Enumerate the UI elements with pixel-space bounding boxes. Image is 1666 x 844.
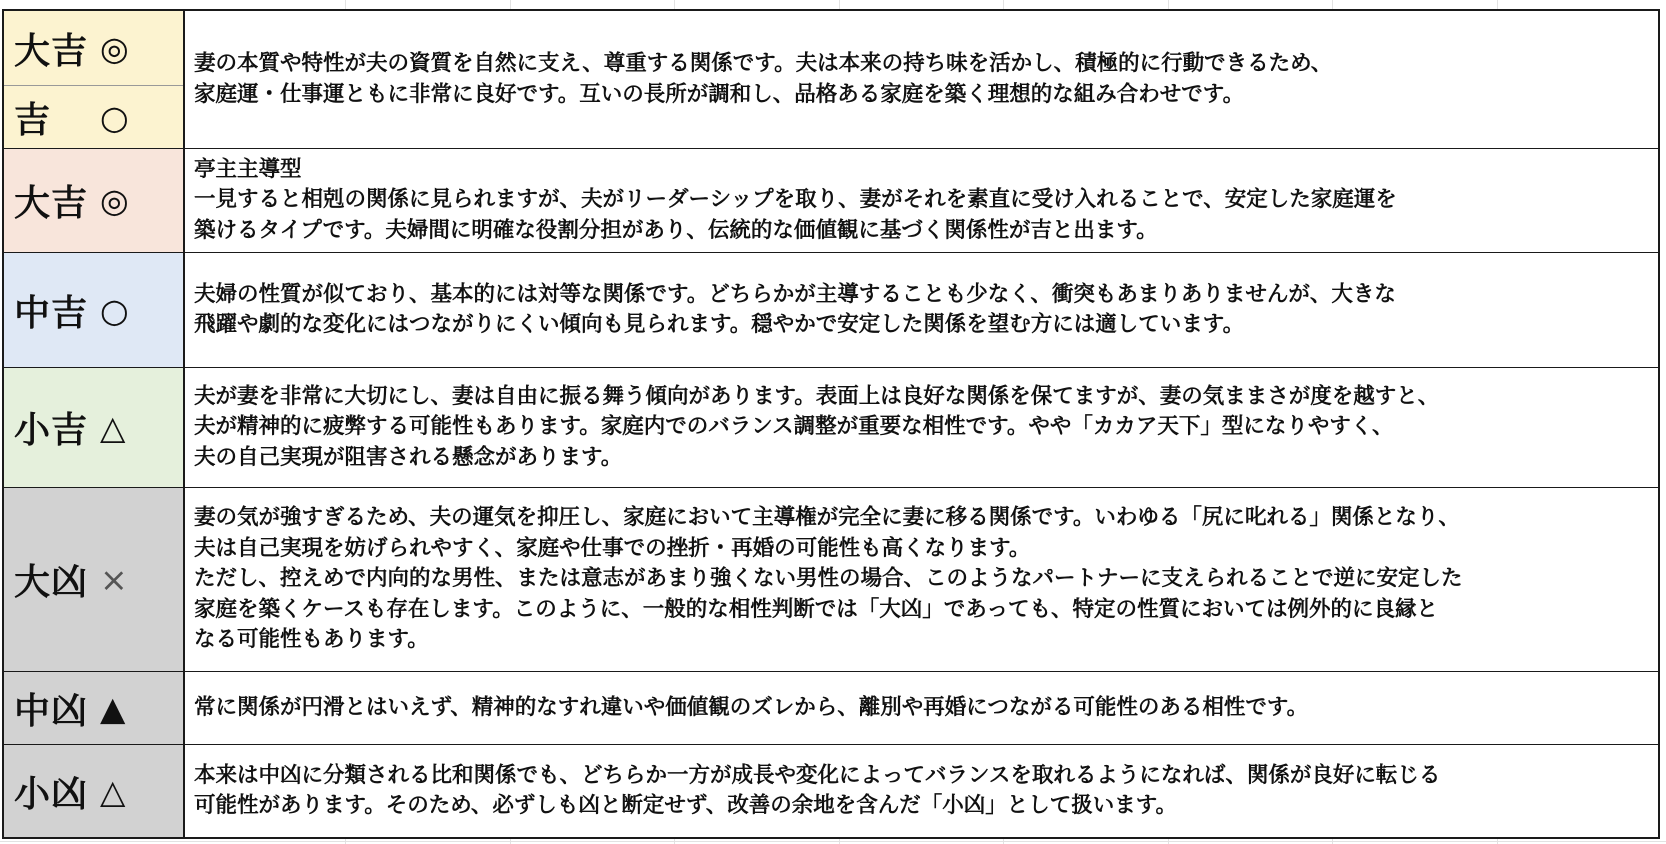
grade-text: 大吉 <box>14 29 89 72</box>
compatibility-table <box>2 9 1660 839</box>
description-line: 一見すると相剋の関係に見られますが、夫がリーダーシップを取り、妻がそれを素直に受け入れることで、安定した家庭運を <box>194 187 1397 213</box>
description-cell <box>185 368 1658 487</box>
description-line: 築けるタイプです。夫婦間に明確な役割分担があり、伝統的な価値観に基づく関係性が吉と出ます。 <box>194 217 1158 243</box>
grade-cell <box>4 672 185 744</box>
grade-label <box>4 11 183 85</box>
description-cell <box>185 253 1658 367</box>
triangle-icon: △ <box>100 771 127 811</box>
table-row[interactable] <box>4 148 1658 252</box>
grade-text: 小吉 <box>14 409 89 451</box>
description-line: 妻の本質や特性が夫の資質を自然に支え、尊重する関係です。夫は本来の持ち味を活かし、積極的に行動できるため、 <box>194 51 1333 76</box>
description-line: 夫は自己実現を妨げられやすく、家庭や仕事での挫折・再婚の可能性も高くなります。 <box>194 535 1031 561</box>
grade-cell <box>4 11 185 148</box>
grade-label <box>4 149 183 252</box>
description-cell <box>185 745 1658 837</box>
description-cell <box>185 672 1658 744</box>
grade-cell <box>4 253 185 367</box>
grade-label <box>4 86 183 148</box>
grade-label <box>4 253 183 367</box>
grid-line <box>0 841 1666 842</box>
description-line: 本来は中凶に分類される比和関係でも、どちらか一方が成長や変化によってバランスを取れるようになれば、関係が良好に転じる <box>194 762 1441 788</box>
description-line: ただし、控えめで内向的な男性、または意志があまり強くない男性の場合、このようなパートナーに支えられることで逆に安定した <box>194 566 1463 592</box>
grade-text: 大吉 <box>14 182 89 224</box>
circle-icon: ○ <box>100 290 130 330</box>
description-line: 亭主主導型 <box>194 156 302 182</box>
table-row[interactable] <box>4 11 1658 148</box>
double-circle-icon: ◎ <box>100 28 130 68</box>
description-line: 可能性があります。そのため、必ずしも凶と断定せず、改善の余地を含んだ「小凶」として扱います。 <box>194 793 1177 818</box>
table-row[interactable] <box>4 487 1658 671</box>
grade-cell <box>4 488 185 671</box>
description-line: 夫婦の性質が似ており、基本的には対等な関係です。どちらかが主導することも少なく、衝突もあまりありませんが、大きな <box>194 281 1396 307</box>
description-line: 家庭運・仕事運ともに非常に良好です。互いの長所が調和し、品格ある家庭を築く理想的な組み合わせです。 <box>194 81 1245 107</box>
grade-cell <box>4 149 185 252</box>
triangle-icon: △ <box>100 408 127 447</box>
grade-text: 小凶 <box>14 772 89 815</box>
description-line: 妻の気が強すぎるため、夫の運気を抑圧し、家庭において主導権が完全に妻に移る関係です。いわゆる「尻に叱れる」関係となり、 <box>194 505 1460 531</box>
description-cell <box>185 149 1658 252</box>
grade-text: 大凶 <box>14 561 89 603</box>
description-cell <box>185 488 1658 671</box>
description-line: 夫が精神的に疲弊する可能性もあります。家庭内でのバランス調整が重要な相性です。やや「カカア天下」型になりやすく、 <box>194 414 1394 440</box>
grade-label <box>4 672 183 744</box>
grade-cell <box>4 368 185 487</box>
grade-text: 中凶 <box>14 689 89 732</box>
grade-label <box>4 745 183 837</box>
double-circle-icon: ◎ <box>100 181 130 220</box>
grade-text: 吉 <box>14 98 89 141</box>
description-line: 夫の自己実現が阻害される懸念があります。 <box>194 444 623 470</box>
grade-label <box>4 368 183 487</box>
table-row[interactable] <box>4 252 1658 367</box>
description-line: 夫が妻を非常に大切にし、妻は自由に振る舞う傾向があります。表面上は良好な関係を保てますが、妻の気ままさが度を越すと、 <box>194 383 1440 409</box>
description-line: 常に関係が円滑とはいえず、精神的なすれ違いや価値観のズレから、離別や再婚につながる可能性のある相性です。 <box>194 694 1309 720</box>
filled-triangle-icon: ▲ <box>100 688 127 728</box>
grade-cell <box>4 745 185 837</box>
description-cell <box>185 11 1658 148</box>
cross-icon: × <box>100 560 129 599</box>
grade-label <box>4 488 183 671</box>
description-line: なる可能性もあります。 <box>194 627 429 653</box>
description-line: 飛躍や劇的な変化にはつながりにくい傾向も見られます。穏やかで安定した関係を望む方には適しています。 <box>194 312 1245 337</box>
description-line: 家庭を築くケースも存在します。このように、一般的な相性判断では「大凶」であっても、特定の性質においては例外的に良縁と <box>194 596 1438 622</box>
grade-text: 中吉 <box>14 291 89 334</box>
table-row[interactable] <box>4 671 1658 744</box>
table-row[interactable] <box>4 367 1658 487</box>
table-row[interactable] <box>4 744 1658 837</box>
circle-icon: ○ <box>100 97 130 137</box>
